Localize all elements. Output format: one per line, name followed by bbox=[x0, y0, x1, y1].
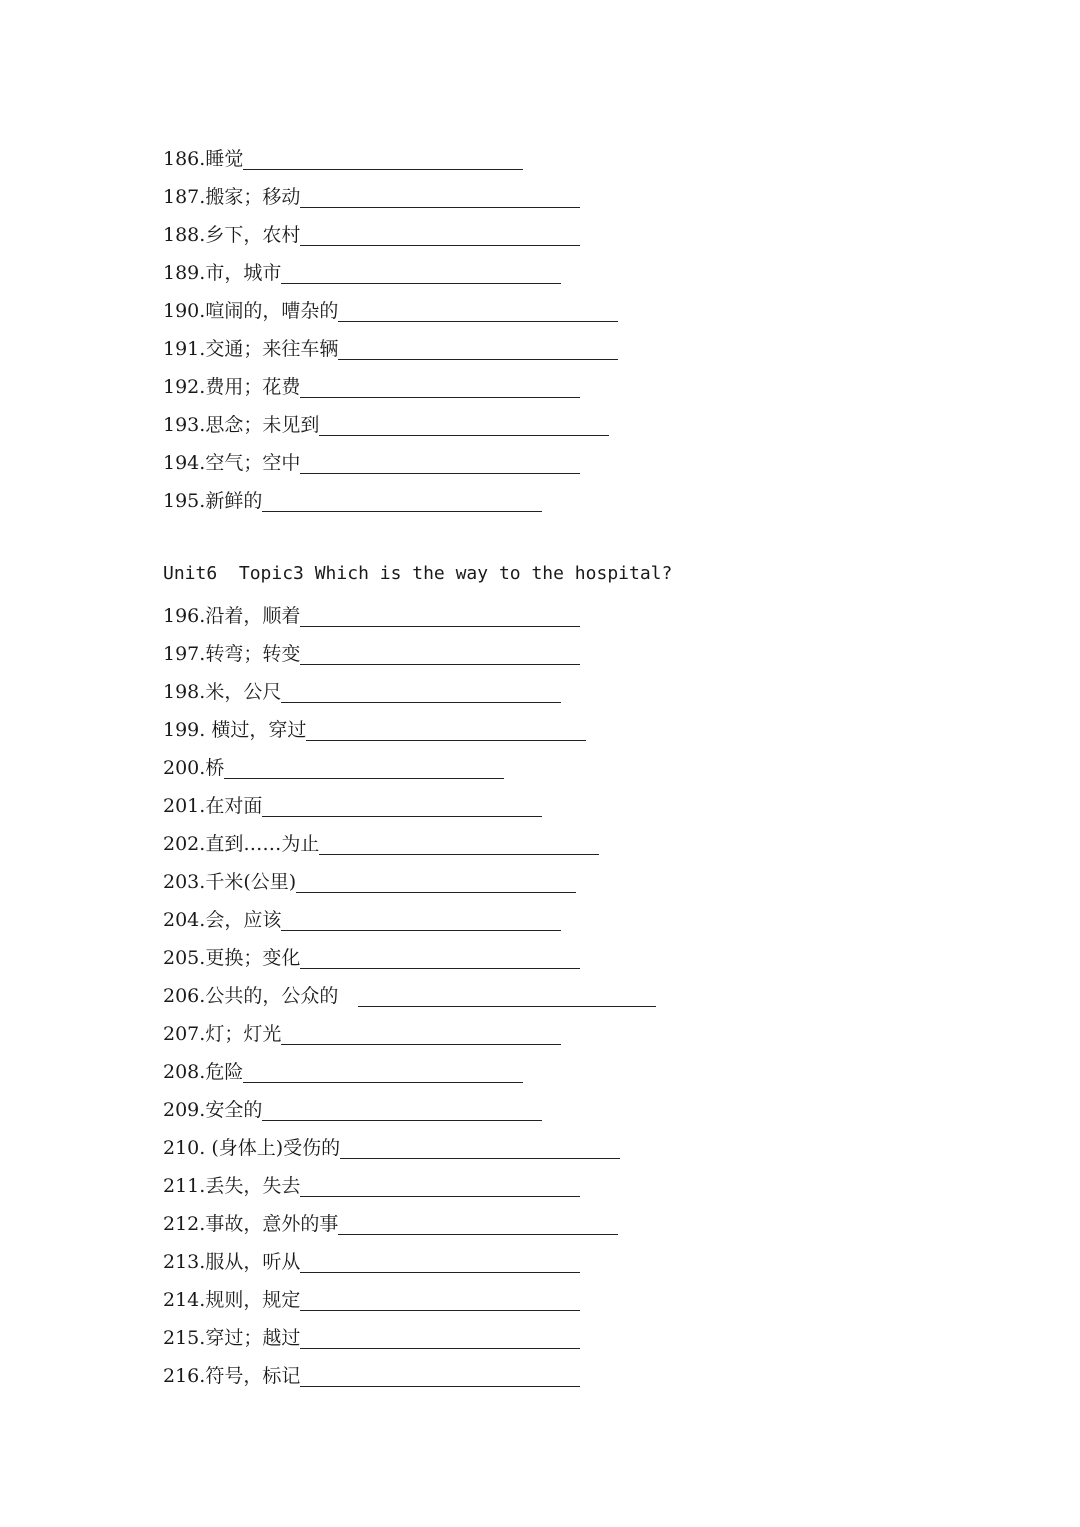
section-heading: Unit6 Topic3 Which is the way to the hospital? bbox=[163, 563, 673, 584]
vocab-item bbox=[163, 599, 580, 627]
answer-blank[interactable] bbox=[319, 834, 599, 855]
vocab-item bbox=[163, 180, 580, 208]
item-number: 202. bbox=[163, 833, 206, 855]
vocab-item bbox=[163, 751, 504, 779]
vocab-item bbox=[163, 637, 580, 665]
vocab-item bbox=[163, 1017, 561, 1045]
vocab-item bbox=[163, 446, 580, 474]
item-number: 199. bbox=[163, 719, 206, 741]
item-prompt: 思念；未见到 bbox=[205, 414, 320, 436]
answer-blank[interactable] bbox=[281, 910, 561, 931]
answer-blank[interactable] bbox=[300, 1290, 580, 1311]
item-number: 212. bbox=[163, 1213, 206, 1235]
item-number: 208. bbox=[163, 1061, 206, 1083]
answer-blank[interactable] bbox=[306, 720, 586, 741]
item-number: 207. bbox=[163, 1023, 206, 1045]
vocab-item bbox=[163, 1359, 580, 1387]
vocab-item bbox=[163, 789, 542, 817]
answer-blank[interactable] bbox=[300, 377, 580, 398]
vocab-item bbox=[163, 979, 656, 1007]
item-number: 192. bbox=[163, 376, 206, 398]
item-prompt: 公共的，公众的 bbox=[205, 985, 339, 1007]
item-prompt: 丢失，失去 bbox=[205, 1175, 301, 1197]
item-number: 203. bbox=[163, 871, 206, 893]
item-number: 209. bbox=[163, 1099, 206, 1121]
vocab-item bbox=[163, 865, 576, 893]
item-number: 187. bbox=[163, 186, 206, 208]
item-number: 197. bbox=[163, 643, 206, 665]
answer-blank[interactable] bbox=[262, 796, 542, 817]
vocab-item bbox=[163, 1283, 580, 1311]
vocab-item bbox=[163, 1169, 580, 1197]
answer-blank[interactable] bbox=[300, 644, 580, 665]
vocab-item bbox=[163, 1131, 620, 1159]
item-prompt: 交通；来往车辆 bbox=[205, 338, 339, 360]
vocab-item bbox=[163, 1055, 523, 1083]
item-prompt: 规则，规定 bbox=[205, 1289, 301, 1311]
item-prompt: 危险 bbox=[205, 1061, 244, 1083]
item-number: 193. bbox=[163, 414, 206, 436]
item-prompt: 直到……为止 bbox=[205, 833, 320, 855]
item-number: 190. bbox=[163, 300, 206, 322]
item-number: 191. bbox=[163, 338, 206, 360]
answer-blank[interactable] bbox=[340, 1138, 620, 1159]
item-prompt: 沿着，顺着 bbox=[205, 605, 301, 627]
vocab-item bbox=[163, 1245, 580, 1273]
answer-blank[interactable] bbox=[300, 1252, 580, 1273]
answer-blank[interactable] bbox=[243, 1062, 523, 1083]
item-prompt: 会，应该 bbox=[205, 909, 282, 931]
vocab-item bbox=[163, 294, 618, 322]
answer-blank[interactable] bbox=[224, 758, 504, 779]
item-prompt: 横过，穿过 bbox=[205, 719, 307, 741]
item-prompt: 睡觉 bbox=[205, 148, 244, 170]
item-prompt: 市，城市 bbox=[205, 262, 282, 284]
item-prompt: 喧闹的，嘈杂的 bbox=[205, 300, 339, 322]
item-prompt: 灯；灯光 bbox=[205, 1023, 282, 1045]
vocab-item bbox=[163, 332, 618, 360]
item-number: 201. bbox=[163, 795, 206, 817]
item-number: 189. bbox=[163, 262, 206, 284]
item-number: 215. bbox=[163, 1327, 206, 1349]
vocab-item bbox=[163, 408, 609, 436]
answer-blank[interactable] bbox=[338, 339, 618, 360]
vocab-item bbox=[163, 1093, 542, 1121]
item-number: 188. bbox=[163, 224, 206, 246]
answer-blank[interactable] bbox=[296, 872, 576, 893]
answer-blank[interactable] bbox=[300, 453, 580, 474]
item-number: 206. bbox=[163, 985, 206, 1007]
answer-blank[interactable] bbox=[281, 263, 561, 284]
item-prompt: 在对面 bbox=[205, 795, 263, 817]
item-prompt: 更换；变化 bbox=[205, 947, 301, 969]
item-prompt: 穿过；越过 bbox=[205, 1327, 301, 1349]
vocab-item bbox=[163, 713, 586, 741]
answer-blank[interactable] bbox=[300, 225, 580, 246]
answer-blank[interactable] bbox=[243, 149, 523, 170]
item-prompt: 安全的 bbox=[205, 1099, 263, 1121]
item-prompt: 事故，意外的事 bbox=[205, 1213, 339, 1235]
item-number: 210. bbox=[163, 1137, 206, 1159]
item-number: 195. bbox=[163, 490, 206, 512]
vocab-item bbox=[163, 370, 580, 398]
item-prompt: 符号，标记 bbox=[205, 1365, 301, 1387]
item-number: 204. bbox=[163, 909, 206, 931]
item-number: 186. bbox=[163, 148, 206, 170]
item-prompt: (身体上)受伤的 bbox=[205, 1137, 341, 1159]
answer-blank[interactable] bbox=[300, 948, 580, 969]
answer-blank[interactable] bbox=[300, 187, 580, 208]
vocab-item bbox=[163, 484, 542, 512]
item-prompt: 费用；花费 bbox=[205, 376, 301, 398]
answer-blank[interactable] bbox=[358, 986, 656, 1007]
answer-blank[interactable] bbox=[319, 415, 609, 436]
item-number: 198. bbox=[163, 681, 206, 703]
item-number: 200. bbox=[163, 757, 206, 779]
answer-blank[interactable] bbox=[281, 682, 561, 703]
answer-blank[interactable] bbox=[338, 301, 618, 322]
item-prompt: 桥 bbox=[205, 757, 225, 779]
item-number: 213. bbox=[163, 1251, 206, 1273]
vocab-item bbox=[163, 218, 580, 246]
answer-blank[interactable] bbox=[338, 1214, 618, 1235]
item-prompt: 转弯；转变 bbox=[205, 643, 301, 665]
item-prompt: 乡下，农村 bbox=[205, 224, 301, 246]
answer-blank[interactable] bbox=[300, 1366, 580, 1387]
vocab-item bbox=[163, 941, 580, 969]
answer-blank[interactable] bbox=[281, 1024, 561, 1045]
vocab-item bbox=[163, 256, 561, 284]
item-prompt: 空气；空中 bbox=[205, 452, 301, 474]
item-prompt: 搬家；移动 bbox=[205, 186, 301, 208]
answer-blank[interactable] bbox=[262, 1100, 542, 1121]
vocab-item bbox=[163, 1321, 580, 1349]
answer-blank[interactable] bbox=[300, 606, 580, 627]
item-prompt: 千米(公里) bbox=[205, 871, 297, 893]
item-prompt: 新鲜的 bbox=[205, 490, 263, 512]
item-number: 205. bbox=[163, 947, 206, 969]
answer-blank[interactable] bbox=[300, 1328, 580, 1349]
item-number: 194. bbox=[163, 452, 206, 474]
item-number: 211. bbox=[163, 1175, 206, 1197]
vocab-item bbox=[163, 827, 599, 855]
item-number: 196. bbox=[163, 605, 206, 627]
vocab-item bbox=[163, 142, 523, 170]
vocab-item bbox=[163, 675, 561, 703]
answer-blank[interactable] bbox=[300, 1176, 580, 1197]
item-number: 216. bbox=[163, 1365, 206, 1387]
vocab-item bbox=[163, 903, 561, 931]
item-prompt: 米，公尺 bbox=[205, 681, 282, 703]
item-prompt: 服从，听从 bbox=[205, 1251, 301, 1273]
item-number: 214. bbox=[163, 1289, 206, 1311]
answer-blank[interactable] bbox=[262, 491, 542, 512]
vocab-item bbox=[163, 1207, 618, 1235]
